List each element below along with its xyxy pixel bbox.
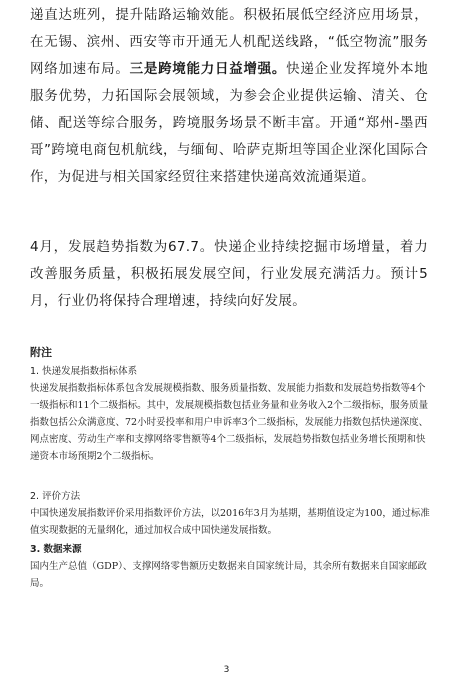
note-2-heading: 2. 评价方法 <box>30 491 81 502</box>
body-paragraph-2: 4月，发展趋势指数为67.7。快递企业持续挖掘市场增量，着力改善服务质量，积极拓展发展空间，行业发展充满活力。预计5月，行业仍将保持合理增速，持续向好发展。 <box>30 239 428 309</box>
notes-title: 附注 <box>30 346 52 359</box>
paragraph-1-bold-heading: 三是跨境能力日益增强。 <box>129 61 287 77</box>
note-2-body: 中国快递发展指数评价采用指数评价方法，以2016年3月为基期，基期值设定为100，通过标准值实现数据的无量纲化，通过加权合成中国快递发展指数。 <box>30 508 430 536</box>
note-1-body: 快递发展指数指标体系包含发展规模指数、服务质量指数、发展能力指数和发展趋势指数等4个一级指标和11个二级指标。其中，发展规模指数包括业务量和业务收入2个二级指标，服务质量指数包括公众满意度、72小时妥投率和用户申诉率3个二级指标，发展能力指数包括快递深度、网点密度、劳动生产率和支撑网络零售额等4个二级指标，发展趋势指数包括业务增长预期和快递资本市场预期2个二级指标。 <box>30 383 429 462</box>
note-3-body: 国内生产总值（GDP）、支撑网络零售额历史数据来自国家统计局，其余所有数据来自国家邮政局。 <box>30 561 427 589</box>
note-3-heading: 3. 数据来源 <box>30 544 82 555</box>
note-1-heading: 1. 快递发展指数指标体系 <box>30 366 138 377</box>
body-paragraph-1 <box>30 2 428 191</box>
paragraph-1-text-a: 递直达班列，提升陆路运输效能。积极拓展低空经济应用场景，在无锡、滨州、西安等市开通无人机配送线路，“低空物流”服务网络加速布局。 <box>30 7 428 77</box>
page-number: 3 <box>223 665 230 675</box>
paragraph-1-text-b: 快递企业发挥境外本地服务优势，力拓国际会展领域，为参会企业提供运输、清关、仓储、配送等综合服务，跨境服务场景不断丰富。开通“郑州-墨西哥”跨境电商包机航线，与缅甸、哈萨克斯坦等国企业深化国际合作，为促进与相关国家经贸往来搭建快递高效流通渠道。 <box>30 61 428 185</box>
